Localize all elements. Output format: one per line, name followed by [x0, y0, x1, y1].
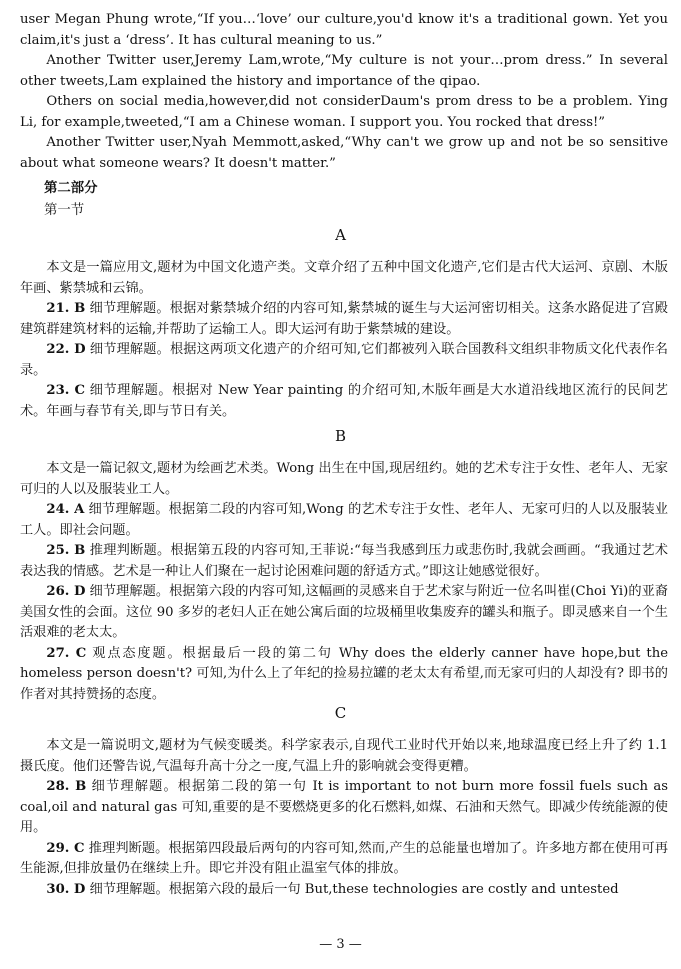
- question-number: 27. C: [46, 645, 87, 661]
- answers-a: [20, 258, 668, 422]
- paragraph: user Megan Phung wrote,“If you…‘love’ our culture,you'd know it's a traditional gown. Yet you claim,it's just a ‘dress’. It has cultural meaning to us.”: [20, 12, 668, 48]
- answer-text: 细节理解题。根据对 New Year painting 的介绍可知,木版年画是大水道沿线地区流行的民间艺术。年画与春节有关,即与节日有关。: [20, 383, 668, 419]
- paragraph: Another Twitter user,Nyah Memmott,asked,“Why can't we grow up and not be so sensitive about what someone wears? It doesn't matter.”: [20, 135, 668, 171]
- answer-text: 细节理解题。根据第六段的最后一句 But,these technologies are costly and untested: [85, 881, 619, 897]
- question-number: 26. D: [46, 584, 86, 599]
- question-number: 28. B: [46, 779, 87, 794]
- answer-22: [20, 340, 668, 381]
- question-number: 21. B: [46, 301, 86, 316]
- answers-b: [20, 459, 668, 705]
- paragraph: Others on social media,however,did not considerDaum's prom dress to be a problem. Ying Li, for example,tweeted,“I am a Chinese woman. I support you. You rocked that dress!”: [20, 94, 668, 130]
- answer-25: [20, 541, 668, 582]
- answer-text: 细节理解题。根据第二段的第一句 It is important to not burn more fossil fuels such as coal,oil and natural gas 可知,重要的是不要燃烧更多的化石燃料,如煤、石油和天然气。即减少传统能源的使用。: [20, 779, 668, 835]
- answer-text: 细节理解题。根据第二段的内容可知,Wong 的艺术专注于女性、老年人、无家可归的人以及服装业工人。即社会问题。: [20, 502, 668, 538]
- passage-letter-c: C: [334, 704, 347, 722]
- answer-text: 细节理解题。根据第六段的内容可知,这幅画的灵感来自于艺术家与附近一位名叫崔(Choi Yi)的亚裔美国女性的会面。这位 90 多岁的老妇人正在她公寓后面的垃圾桶里收集废弃的罐头和瓶子。即灵感来自一个生活艰难的老太太。: [20, 584, 668, 640]
- passage-letter-a: A: [335, 226, 346, 244]
- answer-text: 推理判断题。根据第五段的内容可知,王菲说:“每当我感到压力或悲伤时,我就会画画。“我通过艺术表达我的情感。艺术是一种让人们聚在一起讨论困难问题的舒适方式。”即这让她感觉很好。: [20, 543, 668, 579]
- summary: 本文是一篇说明文,题材为气候变暖类。科学家表示,自现代工业时代开始以来,地球温度已经上升了约 1.1 摄氏度。他们还警告说,气温每升高十分之一度,气温上升的影响就会变得更糟。: [20, 738, 668, 774]
- answer-text: 细节理解题。根据对紫禁城介绍的内容可知,紫禁城的诞生与大运河密切相关。这条水路促进了宫殿建筑群建筑材料的运输,并帮助了运输工人。即大运河有助于紫禁城的建设。: [20, 301, 668, 337]
- summary: 本文是一篇记叙文,题材为绘画艺术类。Wong 出生在中国,现居纽约。她的艺术专注于女性、老年人、无家可归的人以及服装业工人。: [20, 461, 668, 497]
- answer-27: [20, 644, 668, 706]
- answer-23: [20, 381, 668, 422]
- section-heading: 第一节: [44, 203, 85, 218]
- paragraph: Another Twitter user,Jeremy Lam,wrote,“My culture is not your…prom dress.” In several other tweets,Lam explained the history and importance of the qipao.: [20, 53, 668, 89]
- answers-c: [20, 736, 668, 900]
- answer-21: [20, 299, 668, 340]
- answer-text: 观点态度题。根据最后一段的第二句 Why does the elderly canner have hope,but the homeless person doesn't? 可知,为什么上了年纪的捡易拉罐的老太太有希望,而无家可归的人却没有? 即书的作者对其持赞扬的态度。: [20, 645, 668, 702]
- question-number: 29. C: [46, 840, 85, 856]
- question-number: 22. D: [46, 342, 86, 357]
- part-heading: 第二部分: [44, 181, 98, 196]
- answer-30: [20, 880, 668, 901]
- answer-text: 推理判断题。根据第四段最后两句的内容可知,然而,产生的总能量也增加了。许多地方都在使用可再生能源,但排放量仍在继续上升。即它并没有阻止温室气体的排放。: [20, 840, 669, 876]
- question-number: 30. D: [46, 881, 86, 897]
- answer-26: [20, 582, 668, 644]
- answer-28: [20, 777, 668, 839]
- passage-continuation: [20, 10, 668, 174]
- question-number: 24. A: [46, 502, 85, 517]
- question-number: 25. B: [46, 543, 86, 558]
- page-number: — 3 —: [319, 937, 362, 952]
- answer-29: [20, 839, 668, 880]
- answer-24: [20, 500, 668, 541]
- answer-text: 细节理解题。根据这两项文化遗产的介绍可知,它们都被列入联合国教科文组织非物质文化代表作名录。: [20, 342, 668, 378]
- passage-letter-b: B: [334, 427, 347, 445]
- question-number: 23. C: [46, 383, 85, 398]
- summary: 本文是一篇应用文,题材为中国文化遗产类。文章介绍了五种中国文化遗产,它们是古代大运河、京剧、木版年画、紫禁城和云锦。: [20, 260, 668, 296]
